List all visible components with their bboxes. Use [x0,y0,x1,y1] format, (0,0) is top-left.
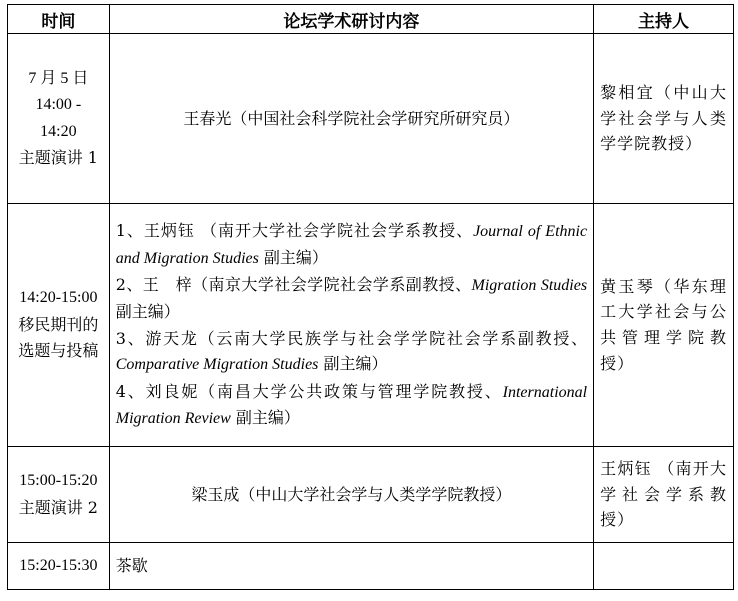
time-line: 15:00-15:20 [19,472,98,490]
journal-name: Comparative Migration Studies [115,356,319,374]
schedule-table [7,4,734,590]
time-line: 14:20-15:00 [19,289,98,307]
host-cell [594,543,734,590]
time-cell [8,34,110,204]
editor-text: 2、王 梓（南京大学社会学院社会学系副教授、 [115,275,472,295]
host-text: 王炳钰 （南开大学社会学系教授） [600,459,727,530]
journal-name: Migration Studies [471,277,588,295]
session-label: 主题演讲 1 [18,147,98,167]
content-cell [109,447,593,543]
content-cell [109,34,593,204]
time-line: 15:20-15:30 [19,556,98,574]
session-label: 主题演讲 2 [18,497,98,517]
editor-text: 4、刘良妮（南昌大学公共政策与管理学院教授、 [115,381,503,401]
host-cell [594,447,734,543]
time-line: 14:20 [40,122,77,140]
host-cell [594,34,734,204]
list-item [116,218,587,271]
editor-text: 1、王炳钰 （南开大学社会学院社会学系教授、 [115,221,474,241]
time-line: 7 月 5 日 [28,69,89,87]
list-item [116,272,587,324]
table-row [8,543,734,590]
table-row [8,204,734,447]
editor-role: 副主编） [318,354,388,374]
editor-role: 副主编） [230,408,300,428]
editor-text: 3、游天龙（云南大学民族学与社会学学院社会学系副教授、 [115,328,588,348]
speaker-text: 王春光（中国社会科学院社会学研究所研究员） [183,108,520,128]
list-item [116,326,587,378]
journal-name: Journal of Ethnic and Migration Studies [115,223,588,267]
list-item [116,379,587,432]
table-row [8,447,734,543]
host-cell [594,204,734,447]
header-time: 时间 [8,5,110,34]
host-text: 黎相宜（中山大学社会学与人类学学院教授） [600,83,727,154]
journal-name: International Migration Review [115,383,588,428]
content-cell [109,204,593,447]
editor-role: 副主编） [115,301,180,321]
time-cell [8,447,110,543]
editor-role: 副主编） [258,247,328,267]
speaker-text: 梁玉成（中山大学社会学与人类学学院教授） [191,484,512,504]
table-header-row [8,5,734,34]
time-cell [8,204,110,447]
host-text: 黄玉琴（华东理工大学社会与公共管理学院教授） [600,276,727,373]
time-line: 14:00 - [35,96,82,114]
break-text: 茶歇 [115,556,148,576]
header-content: 论坛学术研讨内容 [109,5,593,34]
session-label: 选题与投稿 [18,341,99,361]
session-label: 移民期刊的 [18,314,99,334]
table-row [8,34,734,204]
header-host: 主持人 [594,5,734,34]
content-cell [109,543,593,590]
time-cell [8,543,110,590]
